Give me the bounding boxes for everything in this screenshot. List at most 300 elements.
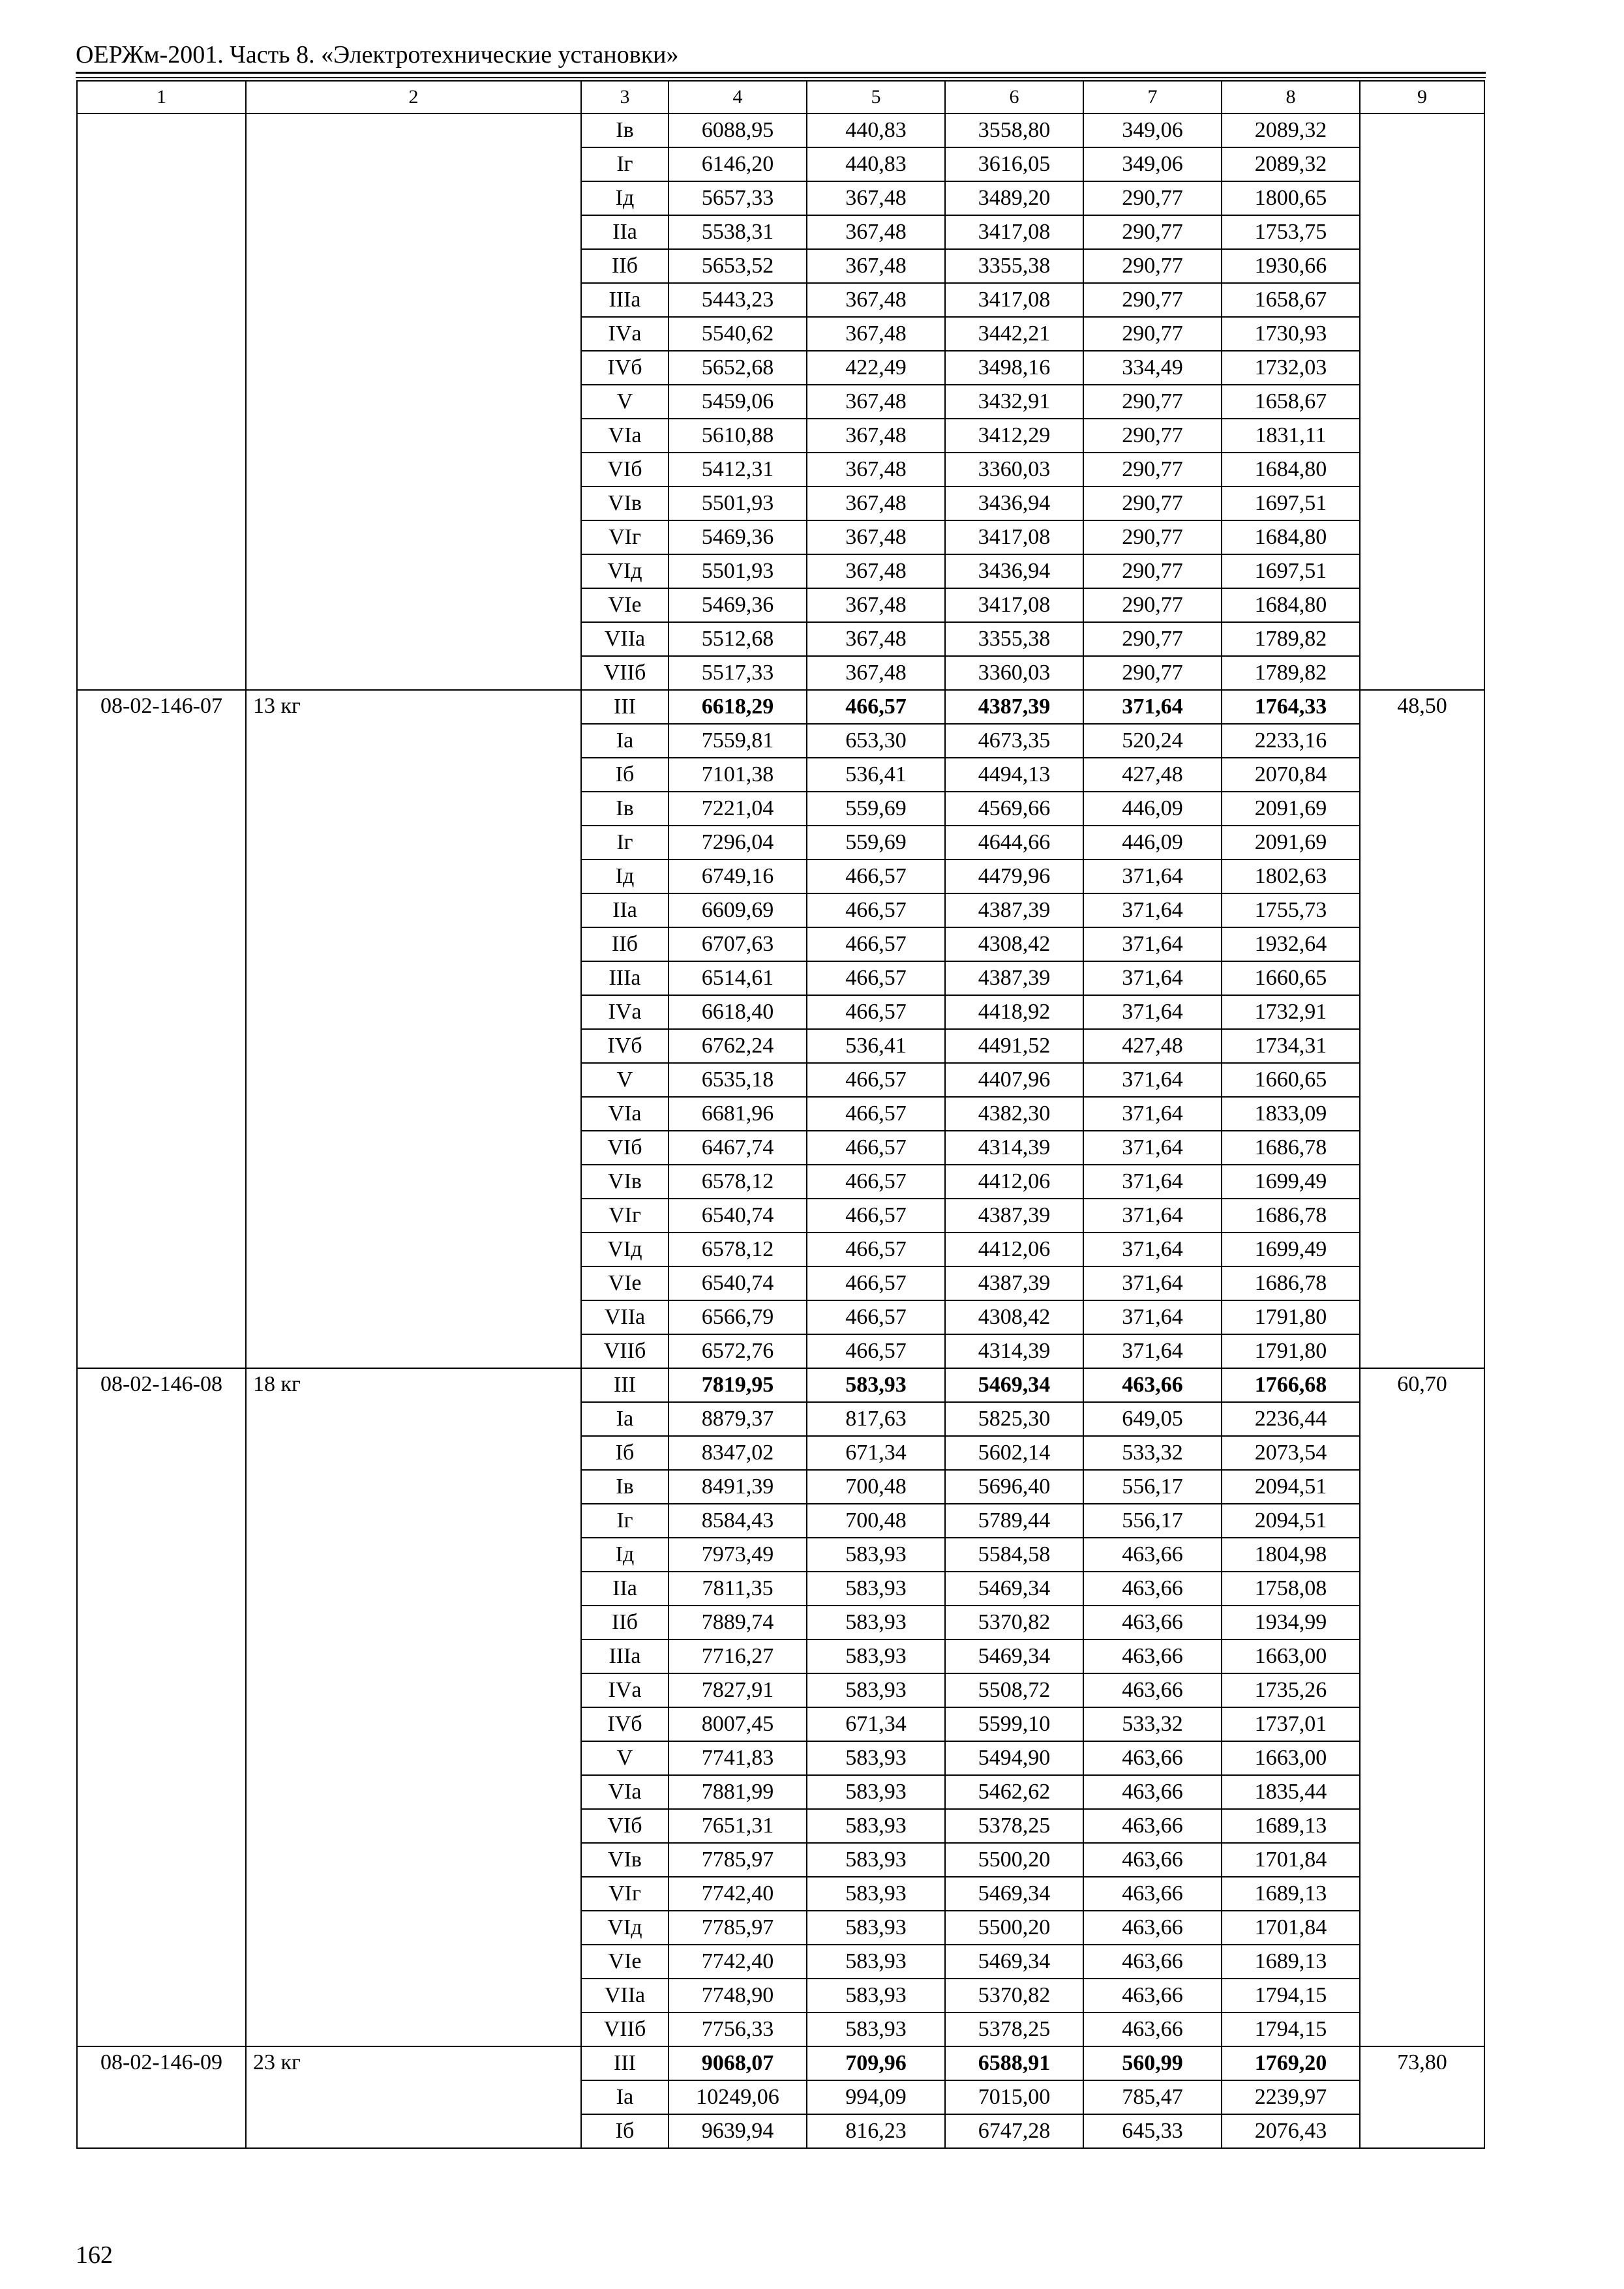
zone-cell: VIIа <box>581 622 669 656</box>
value-cell: 371,64 <box>1083 690 1222 724</box>
zone-cell: Iб <box>581 758 669 792</box>
value-cell: 3355,38 <box>945 249 1083 283</box>
value-cell: 1789,82 <box>1222 656 1360 690</box>
zone-cell: VIд <box>581 554 669 588</box>
value-cell: 1689,13 <box>1222 1809 1360 1843</box>
value-cell: 5469,34 <box>945 1368 1083 1402</box>
zone-cell: VIе <box>581 1945 669 1979</box>
value-cell: 5370,82 <box>945 1606 1083 1639</box>
value-cell: 4494,13 <box>945 758 1083 792</box>
zone-cell: IIб <box>581 1606 669 1639</box>
zone-cell: VIг <box>581 520 669 554</box>
value-cell: 463,66 <box>1083 1538 1222 1572</box>
table-row <box>77 1368 1484 1402</box>
value-cell: 2233,16 <box>1222 724 1360 758</box>
value-cell: 6618,40 <box>669 995 807 1029</box>
value-cell: 290,77 <box>1083 453 1222 486</box>
value-cell: 367,48 <box>807 215 945 249</box>
value-cell: 2089,32 <box>1222 113 1360 147</box>
value-cell: 4314,39 <box>945 1334 1083 1368</box>
value-cell: 7785,97 <box>669 1911 807 1945</box>
zone-cell: VIIб <box>581 656 669 690</box>
value-cell: 583,93 <box>807 1368 945 1402</box>
value-cell: 463,66 <box>1083 1741 1222 1775</box>
value-cell: 6681,96 <box>669 1097 807 1131</box>
value-cell: 334,49 <box>1083 351 1222 385</box>
column-number: 3 <box>581 81 669 113</box>
value-cell: 7973,49 <box>669 1538 807 1572</box>
value-cell: 463,66 <box>1083 2012 1222 2046</box>
value-cell: 466,57 <box>807 690 945 724</box>
value-cell: 5599,10 <box>945 1707 1083 1741</box>
value-cell: 1701,84 <box>1222 1911 1360 1945</box>
value-cell: 2094,51 <box>1222 1504 1360 1538</box>
value-cell: 583,93 <box>807 1538 945 1572</box>
value-cell: 785,47 <box>1083 2080 1222 2114</box>
value-cell: 290,77 <box>1083 588 1222 622</box>
value-cell: 440,83 <box>807 113 945 147</box>
value-cell: 5584,58 <box>945 1538 1083 1572</box>
value-cell: 427,48 <box>1083 1029 1222 1063</box>
zone-cell: V <box>581 1063 669 1097</box>
value-cell: 2073,54 <box>1222 1436 1360 1470</box>
value-cell: 1833,09 <box>1222 1097 1360 1131</box>
value-cell: 583,93 <box>807 1877 945 1911</box>
zone-cell: Iа <box>581 1402 669 1436</box>
value-cell: 371,64 <box>1083 995 1222 1029</box>
value-cell: 466,57 <box>807 995 945 1029</box>
value-cell: 6535,18 <box>669 1063 807 1097</box>
zone-cell: IIIа <box>581 283 669 317</box>
value-cell: 5825,30 <box>945 1402 1083 1436</box>
value-cell: 1766,68 <box>1222 1368 1360 1402</box>
value-cell: 583,93 <box>807 2012 945 2046</box>
value-cell: 6540,74 <box>669 1199 807 1233</box>
value-cell: 3489,20 <box>945 181 1083 215</box>
value-cell: 583,93 <box>807 1673 945 1707</box>
value-cell: 1663,00 <box>1222 1741 1360 1775</box>
value-cell: 1791,80 <box>1222 1300 1360 1334</box>
value-cell: 649,05 <box>1083 1402 1222 1436</box>
item-name: 18 кг <box>246 1368 581 2046</box>
column-number: 7 <box>1083 81 1222 113</box>
value-cell: 5501,93 <box>669 554 807 588</box>
value-cell: 6566,79 <box>669 1300 807 1334</box>
value-cell: 466,57 <box>807 893 945 927</box>
zone-cell: VIIа <box>581 1300 669 1334</box>
value-cell: 4673,35 <box>945 724 1083 758</box>
value-cell: 3417,08 <box>945 588 1083 622</box>
value-cell: 4418,92 <box>945 995 1083 1029</box>
value-cell: 367,48 <box>807 588 945 622</box>
item-code: 08-02-146-07 <box>77 690 246 1368</box>
value-cell: 463,66 <box>1083 1979 1222 2012</box>
value-cell: 367,48 <box>807 520 945 554</box>
value-cell: 290,77 <box>1083 249 1222 283</box>
zone-cell: IIб <box>581 927 669 961</box>
value-cell: 463,66 <box>1083 1572 1222 1606</box>
value-cell: 3436,94 <box>945 486 1083 520</box>
value-cell: 3558,80 <box>945 113 1083 147</box>
value-cell: 367,48 <box>807 486 945 520</box>
zone-cell: VIIб <box>581 1334 669 1368</box>
value-cell: 290,77 <box>1083 554 1222 588</box>
value-cell: 290,77 <box>1083 385 1222 419</box>
value-cell: 463,66 <box>1083 1877 1222 1911</box>
value-cell: 349,06 <box>1083 147 1222 181</box>
zone-cell: Iв <box>581 1470 669 1504</box>
value-cell: 7221,04 <box>669 792 807 826</box>
column-number: 9 <box>1360 81 1484 113</box>
value-cell: 466,57 <box>807 860 945 893</box>
value-cell: 463,66 <box>1083 1843 1222 1877</box>
item-value <box>1360 113 1484 690</box>
item-name: 13 кг <box>246 690 581 1368</box>
value-cell: 536,41 <box>807 1029 945 1063</box>
value-cell: 1701,84 <box>1222 1843 1360 1877</box>
value-cell: 5501,93 <box>669 486 807 520</box>
zone-cell: Iб <box>581 2114 669 2148</box>
zone-cell: IVа <box>581 995 669 1029</box>
value-cell: 3355,38 <box>945 622 1083 656</box>
value-cell: 1794,15 <box>1222 2012 1360 2046</box>
rates-table <box>76 80 1485 2149</box>
zone-cell: VIе <box>581 588 669 622</box>
value-cell: 7785,97 <box>669 1843 807 1877</box>
value-cell: 440,83 <box>807 147 945 181</box>
value-cell: 1658,67 <box>1222 283 1360 317</box>
column-number: 5 <box>807 81 945 113</box>
value-cell: 466,57 <box>807 1097 945 1131</box>
value-cell: 1732,03 <box>1222 351 1360 385</box>
zone-cell: IIIа <box>581 1639 669 1673</box>
value-cell: 560,99 <box>1083 2046 1222 2080</box>
value-cell: 4412,06 <box>945 1165 1083 1199</box>
value-cell: 1735,26 <box>1222 1673 1360 1707</box>
value-cell: 1660,65 <box>1222 961 1360 995</box>
column-number: 1 <box>77 81 246 113</box>
value-cell: 5378,25 <box>945 2012 1083 2046</box>
value-cell: 6088,95 <box>669 113 807 147</box>
value-cell: 371,64 <box>1083 893 1222 927</box>
value-cell: 7015,00 <box>945 2080 1083 2114</box>
value-cell: 5657,33 <box>669 181 807 215</box>
value-cell: 290,77 <box>1083 317 1222 351</box>
value-cell: 290,77 <box>1083 181 1222 215</box>
value-cell: 1930,66 <box>1222 249 1360 283</box>
value-cell: 5517,33 <box>669 656 807 690</box>
item-name <box>246 113 581 690</box>
value-cell: 371,64 <box>1083 1063 1222 1097</box>
value-cell: 3417,08 <box>945 520 1083 554</box>
value-cell: 290,77 <box>1083 486 1222 520</box>
value-cell: 463,66 <box>1083 1945 1222 1979</box>
value-cell: 5789,44 <box>945 1504 1083 1538</box>
value-cell: 5459,06 <box>669 385 807 419</box>
value-cell: 1758,08 <box>1222 1572 1360 1606</box>
column-number: 4 <box>669 81 807 113</box>
value-cell: 7827,91 <box>669 1673 807 1707</box>
header-rule-thin <box>76 77 1486 78</box>
zone-cell: IIб <box>581 249 669 283</box>
value-cell: 446,09 <box>1083 826 1222 860</box>
value-cell: 7716,27 <box>669 1639 807 1673</box>
value-cell: 2091,69 <box>1222 826 1360 860</box>
value-cell: 1791,80 <box>1222 1334 1360 1368</box>
value-cell: 5512,68 <box>669 622 807 656</box>
value-cell: 6514,61 <box>669 961 807 995</box>
value-cell: 9068,07 <box>669 2046 807 2080</box>
value-cell: 8007,45 <box>669 1707 807 1741</box>
zone-cell: IVб <box>581 1707 669 1741</box>
value-cell: 533,32 <box>1083 1707 1222 1741</box>
zone-cell: VIа <box>581 1775 669 1809</box>
value-cell: 700,48 <box>807 1504 945 1538</box>
value-cell: 371,64 <box>1083 1165 1222 1199</box>
zone-cell: Iв <box>581 792 669 826</box>
value-cell: 7296,04 <box>669 826 807 860</box>
value-cell: 466,57 <box>807 927 945 961</box>
value-cell: 4407,96 <box>945 1063 1083 1097</box>
value-cell: 7742,40 <box>669 1877 807 1911</box>
zone-cell: IVб <box>581 351 669 385</box>
value-cell: 5378,25 <box>945 1809 1083 1843</box>
value-cell: 1755,73 <box>1222 893 1360 927</box>
value-cell: 533,32 <box>1083 1436 1222 1470</box>
table-row <box>77 2046 1484 2080</box>
value-cell: 4387,39 <box>945 690 1083 724</box>
value-cell: 371,64 <box>1083 961 1222 995</box>
value-cell: 4308,42 <box>945 1300 1083 1334</box>
value-cell: 645,33 <box>1083 2114 1222 2148</box>
zone-cell: VIг <box>581 1199 669 1233</box>
zone-cell: Iв <box>581 113 669 147</box>
value-cell: 466,57 <box>807 1266 945 1300</box>
value-cell: 371,64 <box>1083 1300 1222 1334</box>
value-cell: 290,77 <box>1083 215 1222 249</box>
value-cell: 7101,38 <box>669 758 807 792</box>
value-cell: 583,93 <box>807 1775 945 1809</box>
value-cell: 583,93 <box>807 1606 945 1639</box>
zone-cell: IVб <box>581 1029 669 1063</box>
value-cell: 671,34 <box>807 1436 945 1470</box>
zone-cell: IIа <box>581 893 669 927</box>
zone-cell: VIа <box>581 419 669 453</box>
running-header: ОЕРЖм-2001. Часть 8. «Электротехнические установки» <box>76 41 679 68</box>
value-cell: 5494,90 <box>945 1741 1083 1775</box>
value-cell: 2236,44 <box>1222 1402 1360 1436</box>
value-cell: 3498,16 <box>945 351 1083 385</box>
value-cell: 427,48 <box>1083 758 1222 792</box>
value-cell: 1753,75 <box>1222 215 1360 249</box>
value-cell: 290,77 <box>1083 520 1222 554</box>
value-cell: 367,48 <box>807 419 945 453</box>
value-cell: 1934,99 <box>1222 1606 1360 1639</box>
value-cell: 5500,20 <box>945 1911 1083 1945</box>
value-cell: 4387,39 <box>945 1199 1083 1233</box>
value-cell: 6707,63 <box>669 927 807 961</box>
value-cell: 290,77 <box>1083 419 1222 453</box>
value-cell: 1686,78 <box>1222 1131 1360 1165</box>
value-cell: 6467,74 <box>669 1131 807 1165</box>
value-cell: 4387,39 <box>945 961 1083 995</box>
value-cell: 3432,91 <box>945 385 1083 419</box>
zone-cell: III <box>581 2046 669 2080</box>
value-cell: 466,57 <box>807 1131 945 1165</box>
zone-cell: VIа <box>581 1097 669 1131</box>
value-cell: 371,64 <box>1083 1266 1222 1300</box>
zone-cell: VIб <box>581 453 669 486</box>
value-cell: 5462,62 <box>945 1775 1083 1809</box>
zone-cell: III <box>581 690 669 724</box>
value-cell: 6749,16 <box>669 860 807 893</box>
value-cell: 583,93 <box>807 1809 945 1843</box>
item-code: 08-02-146-08 <box>77 1368 246 2046</box>
value-cell: 371,64 <box>1083 860 1222 893</box>
item-code: 08-02-146-09 <box>77 2046 246 2148</box>
value-cell: 8347,02 <box>669 1436 807 1470</box>
value-cell: 4382,30 <box>945 1097 1083 1131</box>
value-cell: 466,57 <box>807 1233 945 1266</box>
value-cell: 349,06 <box>1083 113 1222 147</box>
zone-cell: Iг <box>581 826 669 860</box>
value-cell: 5540,62 <box>669 317 807 351</box>
value-cell: 520,24 <box>1083 724 1222 758</box>
zone-cell: VIIа <box>581 1979 669 2012</box>
value-cell: 463,66 <box>1083 1606 1222 1639</box>
value-cell: 290,77 <box>1083 622 1222 656</box>
value-cell: 4479,96 <box>945 860 1083 893</box>
value-cell: 994,09 <box>807 2080 945 2114</box>
value-cell: 1804,98 <box>1222 1538 1360 1572</box>
value-cell: 463,66 <box>1083 1639 1222 1673</box>
zone-cell: Iг <box>581 1504 669 1538</box>
value-cell: 1658,67 <box>1222 385 1360 419</box>
value-cell: 3417,08 <box>945 215 1083 249</box>
value-cell: 5469,34 <box>945 1639 1083 1673</box>
value-cell: 5469,34 <box>945 1572 1083 1606</box>
item-code <box>77 113 246 690</box>
value-cell: 3442,21 <box>945 317 1083 351</box>
item-value: 60,70 <box>1360 1368 1484 2046</box>
value-cell: 371,64 <box>1083 1097 1222 1131</box>
value-cell: 1699,49 <box>1222 1165 1360 1199</box>
value-cell: 583,93 <box>807 1979 945 2012</box>
value-cell: 2089,32 <box>1222 147 1360 181</box>
value-cell: 1800,65 <box>1222 181 1360 215</box>
value-cell: 1686,78 <box>1222 1266 1360 1300</box>
value-cell: 466,57 <box>807 1199 945 1233</box>
zone-cell: III <box>581 1368 669 1402</box>
value-cell: 290,77 <box>1083 283 1222 317</box>
value-cell: 583,93 <box>807 1911 945 1945</box>
zone-cell: VIе <box>581 1266 669 1300</box>
value-cell: 367,48 <box>807 181 945 215</box>
value-cell: 5602,14 <box>945 1436 1083 1470</box>
value-cell: 556,17 <box>1083 1470 1222 1504</box>
value-cell: 5696,40 <box>945 1470 1083 1504</box>
value-cell: 367,48 <box>807 453 945 486</box>
value-cell: 2070,84 <box>1222 758 1360 792</box>
value-cell: 466,57 <box>807 1334 945 1368</box>
value-cell: 1737,01 <box>1222 1707 1360 1741</box>
zone-cell: VIв <box>581 1843 669 1877</box>
value-cell: 466,57 <box>807 1165 945 1199</box>
value-cell: 1794,15 <box>1222 1979 1360 2012</box>
value-cell: 463,66 <box>1083 1911 1222 1945</box>
value-cell: 1789,82 <box>1222 622 1360 656</box>
value-cell: 3417,08 <box>945 283 1083 317</box>
value-cell: 8584,43 <box>669 1504 807 1538</box>
value-cell: 1831,11 <box>1222 419 1360 453</box>
value-cell: 371,64 <box>1083 1131 1222 1165</box>
value-cell: 583,93 <box>807 1843 945 1877</box>
table-row <box>77 690 1484 724</box>
value-cell: 1734,31 <box>1222 1029 1360 1063</box>
value-cell: 709,96 <box>807 2046 945 2080</box>
value-cell: 7742,40 <box>669 1945 807 1979</box>
value-cell: 671,34 <box>807 1707 945 1741</box>
value-cell: 371,64 <box>1083 1199 1222 1233</box>
value-cell: 583,93 <box>807 1572 945 1606</box>
zone-cell: Iг <box>581 147 669 181</box>
value-cell: 2094,51 <box>1222 1470 1360 1504</box>
value-cell: 7651,31 <box>669 1809 807 1843</box>
column-number: 8 <box>1222 81 1360 113</box>
value-cell: 5370,82 <box>945 1979 1083 2012</box>
header-rule <box>76 72 1486 74</box>
zone-cell: VIб <box>581 1809 669 1843</box>
value-cell: 5610,88 <box>669 419 807 453</box>
value-cell: 3360,03 <box>945 656 1083 690</box>
value-cell: 3360,03 <box>945 453 1083 486</box>
zone-cell: V <box>581 385 669 419</box>
table-row <box>77 113 1484 147</box>
value-cell: 8491,39 <box>669 1470 807 1504</box>
value-cell: 6762,24 <box>669 1029 807 1063</box>
zone-cell: Iд <box>581 860 669 893</box>
value-cell: 583,93 <box>807 1945 945 1979</box>
value-cell: 7811,35 <box>669 1572 807 1606</box>
zone-cell: VIIб <box>581 2012 669 2046</box>
zone-cell: Iб <box>581 1436 669 1470</box>
value-cell: 4308,42 <box>945 927 1083 961</box>
value-cell: 4644,66 <box>945 826 1083 860</box>
value-cell: 466,57 <box>807 961 945 995</box>
value-cell: 1684,80 <box>1222 453 1360 486</box>
value-cell: 5469,34 <box>945 1945 1083 1979</box>
value-cell: 6578,12 <box>669 1233 807 1266</box>
value-cell: 1802,63 <box>1222 860 1360 893</box>
value-cell: 1660,65 <box>1222 1063 1360 1097</box>
zone-cell: VIв <box>581 486 669 520</box>
value-cell: 4491,52 <box>945 1029 1083 1063</box>
value-cell: 4412,06 <box>945 1233 1083 1266</box>
value-cell: 1730,93 <box>1222 317 1360 351</box>
zone-cell: IVа <box>581 1673 669 1707</box>
zone-cell: Iа <box>581 2080 669 2114</box>
value-cell: 463,66 <box>1083 1775 1222 1809</box>
page-number: 162 <box>76 2241 113 2269</box>
value-cell: 446,09 <box>1083 792 1222 826</box>
value-cell: 367,48 <box>807 317 945 351</box>
value-cell: 6578,12 <box>669 1165 807 1199</box>
value-cell: 5652,68 <box>669 351 807 385</box>
value-cell: 7748,90 <box>669 1979 807 2012</box>
value-cell: 1769,20 <box>1222 2046 1360 2080</box>
zone-cell: Iа <box>581 724 669 758</box>
value-cell: 6588,91 <box>945 2046 1083 2080</box>
